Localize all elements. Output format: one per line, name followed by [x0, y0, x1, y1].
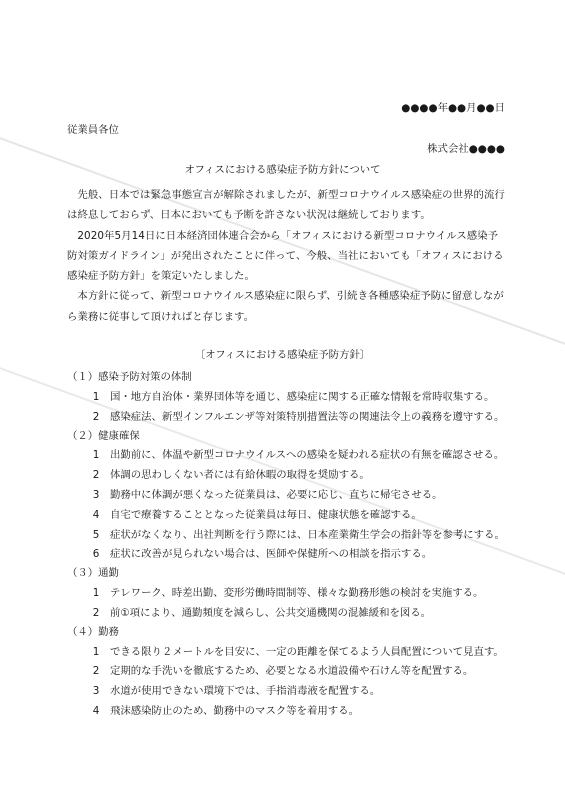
list-item: できる限り２メートルを目安に、一定の距離を保てるよう人員配置について見直す。 [110, 646, 504, 658]
item-number: 5 [92, 529, 100, 541]
item-number: 4 [92, 705, 100, 717]
list-item: 体調の思わしくない者には有給休暇の取得を奨励する。 [110, 469, 370, 481]
document-title: オフィスにおける感染症予防方針について [184, 164, 381, 176]
list-item: 飛沫感染防止のため、勤務中のマスク等を着用する。 [110, 705, 359, 717]
recipient: 従業員各位 [67, 124, 119, 136]
paragraph: 本方針に従って、新型コロナウイルス感染症に限らず、引続き各種感染症予防に留意しながら業務に従事して頂ければと存じます。 [67, 290, 504, 323]
item-number: 3 [92, 685, 100, 697]
item-number: 2 [92, 411, 100, 423]
company-name: 株式会社●●●● [427, 143, 505, 155]
policy-heading: 〔オフィスにおける感染症予防方針〕 [194, 349, 371, 361]
item-number: 3 [92, 489, 100, 501]
list-item: 前①項により、通勤頻度を減らし、公共交通機関の混雑緩和を図る。 [110, 607, 432, 619]
item-number: 6 [92, 548, 100, 560]
list-item: 水道が使用できない環境下では、手指消毒液を配置する。 [110, 685, 381, 697]
paragraph: 2020年5月14日に日本経済団体連合会から「オフィスにおける新型コロナウイルス感染予防対策ガイドライン」が発出されたことに伴って、今般、当社においても「オフィスにおける感染症予防方針」を策定いたしました。 [67, 229, 504, 283]
item-number: 2 [92, 665, 100, 677]
document-date: ●●●●年●●月●●日 [401, 102, 505, 114]
item-number: 2 [92, 469, 100, 481]
list-item: 症状に改善が見られない場合は、医師や保健所への相談を指示する。 [110, 548, 433, 560]
item-number: 1 [92, 449, 100, 461]
item-number: 1 [92, 587, 100, 599]
list-item: テレワーク、時差出勤、変形労働時間制等、様々な勤務形態の検討を実施する。 [110, 587, 484, 599]
list-item: 勤務中に体調が悪くなった従業員は、必要に応じ、直ちに帰宅させる。 [110, 489, 443, 501]
list-item: 国・地方自治体・業界団体等を通じ、感染症に関する正確な情報を常時収集する。 [110, 391, 495, 403]
section-title: （３）通勤 [67, 567, 119, 579]
list-item: 症状がなくなり、出社判断を行う際には、日本産業衛生学会の指針等を参考にする。 [110, 529, 505, 541]
section-title: （２）健康確保 [67, 430, 140, 442]
section-title: （４）勤務 [67, 626, 119, 638]
paragraph: 先般、日本では緊急事態宣言が解除されましたが、新型コロナウイルス感染症の世界的流行は終息しておらず、日本においても予断を許さない状況は継続しております。 [67, 189, 505, 222]
list-item: 自宅で療養することとなった従業員は毎日、健康状態を確認する。 [110, 509, 422, 521]
item-number: 4 [92, 509, 100, 521]
list-item: 定期的な手洗いを徹底するため、必要となる水道設備や石けん等を配置する。 [110, 665, 474, 677]
section-title: （１）感染予防対策の体制 [67, 371, 192, 383]
body-text [67, 185, 507, 327]
item-number: 1 [92, 646, 100, 658]
list-item: 感染症法、新型インフルエンザ等対策特別措置法等の関連法令上の義務を遵守する。 [110, 411, 505, 423]
list-item: 出勤前に、体温や新型コロナウイルスへの感染を疑われる症状の有無を確認させる。 [110, 449, 505, 461]
item-number: 1 [92, 391, 100, 403]
item-number: 2 [92, 607, 100, 619]
